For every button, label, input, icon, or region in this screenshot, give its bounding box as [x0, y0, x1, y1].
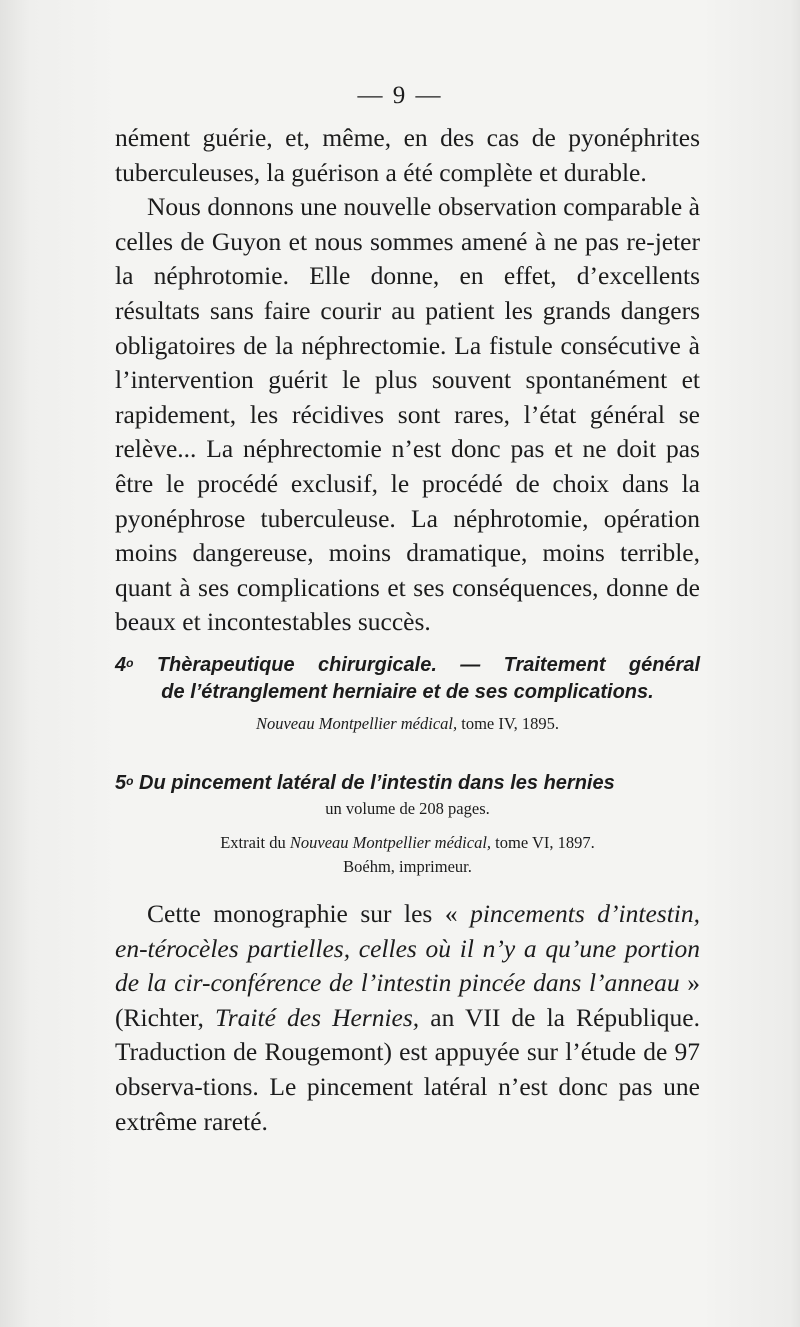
- entry-4-title-line2: de l’étranglement herniaire et de ses complications.: [161, 681, 654, 703]
- paragraph-monograph: Cette monographie sur les « pincements d’intestin, en-térocèles partielles, celles où il n’y a qu’une portion de la cir-conférence de l’intestin pincée dans l’anneau » (Richter, Traité des Hernies, an VII de la République. Traduction de Rougemont) est appuyée sur l’étude de 97 observa-tions. Le pincement latéral n’est donc pas une extrême rareté.: [115, 899, 701, 1136]
- paragraph-nephrotomy: Nous donnons une nouvelle observation comparable à celles de Guyon et nous sommes amené à ne pas re-jeter la néphrotomie. Elle donne, en effet, d’excellents résultats sans faire courir au patient les grands dangers obligatoires de la néphrectomie. La fistule consécutive à l’intervention guérit le plus souvent spontanément et rapidement, les récidives sont rares, l’état général se relève... La néphrectomie n’est donc pas et ne doit pas être le procédé exclusif, le procédé de choix dans la pyonéphrose tuberculeuse. La néphrotomie, opération moins dangereuse, moins dramatique, moins terrible, quant à ses complications et ses conséquences, donne de beaux et incontestables succès.: [115, 192, 700, 637]
- entry-4-title-line1: 4$^o$ Thèrapeutique chirurgicale. — Traitement général: [115, 654, 700, 676]
- entry-5-volume: un volume de 208 pages.: [325, 799, 490, 818]
- entry-5-number: 5: [115, 772, 127, 794]
- text-block-top: [115, 121, 700, 640]
- entry-4: [115, 652, 700, 736]
- paragraph-continuation: nément guérie, et, même, en des cas de pyonéphrites tuberculeuses, la guérison a été complète et durable.: [115, 123, 700, 187]
- entry-5-extract: Extrait du Nouveau Montpellier médical, tome VI, 1897.: [220, 833, 595, 852]
- entry-5-degree: o: [126, 774, 134, 788]
- entry-4-degree: o: [126, 656, 134, 670]
- entry-5: [115, 770, 700, 879]
- entry-5-printer: Boéhm, imprimeur.: [343, 857, 472, 876]
- entry-4-source: Nouveau Montpellier médical, tome IV, 1895.: [255, 714, 560, 733]
- entry-4-number: 4: [115, 654, 127, 676]
- entry-5-title: 5$^o$ Du pincement latéral de l’intestin dans les hernies: [115, 772, 615, 794]
- text-block-bottom: [115, 897, 700, 1139]
- page-number: — 9 —: [357, 82, 443, 109]
